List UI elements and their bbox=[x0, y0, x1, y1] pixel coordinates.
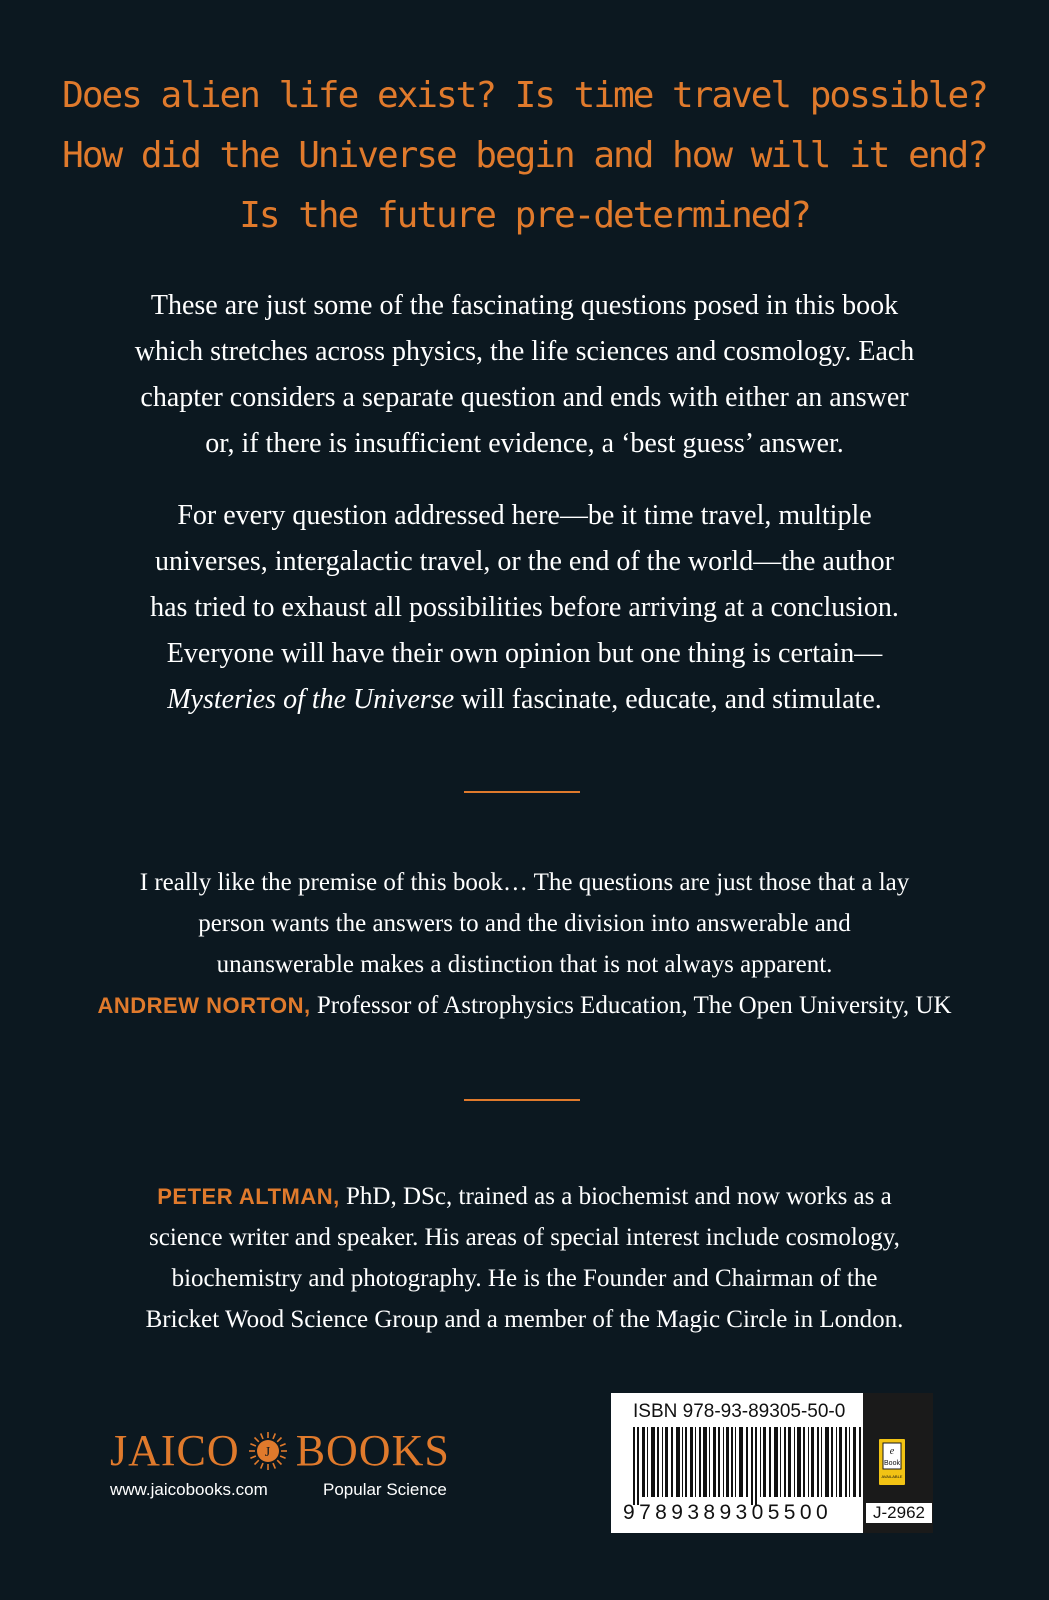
bio-line-rest: PhD, DSc, trained as a biochemist and now works as a bbox=[339, 1183, 892, 1210]
barcode-digits: 9789389305500 bbox=[623, 1501, 833, 1524]
quote-line: I really like the premise of this book… The questions are just those that a lay bbox=[139, 869, 910, 896]
question-line: Does alien life exist? Is time travel possible? bbox=[62, 75, 987, 116]
genre-label: Popular Science bbox=[323, 1480, 447, 1499]
paragraph-line: or, if there is insufficient evidence, a ‘best guess’ answer. bbox=[205, 428, 844, 459]
quote-line: unanswerable makes a distinction that is not always apparent. bbox=[216, 951, 833, 978]
svg-text:AVAILABLE: AVAILABLE bbox=[881, 1474, 903, 1479]
paragraph-line-rest: will fascinate, educate, and stimulate. bbox=[454, 684, 882, 715]
paragraph-line bbox=[100, 677, 949, 723]
book-code: J-2962 bbox=[866, 1503, 932, 1523]
sun-logo-icon bbox=[248, 1431, 288, 1471]
description-paragraph-2 bbox=[100, 493, 949, 723]
paragraph-line: has tried to exhaust all possibilities before arriving at a conclusion. bbox=[150, 592, 899, 623]
reviewer-title: Professor of Astrophysics Education, The Open University, UK bbox=[310, 992, 952, 1019]
questions-block bbox=[0, 66, 1049, 246]
publisher-name-left: JAICO bbox=[110, 1426, 240, 1475]
publisher-name-right: BOOKS bbox=[295, 1426, 450, 1475]
question-line: Is the future pre-determined? bbox=[239, 195, 810, 236]
paragraph-line: universes, intergalactic travel, or the end of the world—the author bbox=[155, 546, 894, 577]
author-name: PETER ALTMAN, bbox=[157, 1184, 340, 1209]
description-paragraph-1 bbox=[100, 283, 949, 467]
question-line: How did the Universe begin and how will it end? bbox=[62, 135, 987, 176]
bio-line bbox=[60, 1176, 989, 1217]
quote-line: person wants the answers to and the division into answerable and bbox=[198, 910, 851, 937]
bio-line: science writer and speaker. His areas of special interest include cosmology, bbox=[149, 1224, 900, 1251]
book-title-italic: Mysteries of the Universe bbox=[167, 684, 455, 715]
paragraph-line: which stretches across physics, the life sciences and cosmology. Each bbox=[134, 336, 915, 367]
divider-rule bbox=[464, 791, 580, 793]
ebook-icon bbox=[877, 1437, 907, 1487]
publisher-logo bbox=[110, 1425, 450, 1476]
bio-line: Bricket Wood Science Group and a member of the Magic Circle in London. bbox=[145, 1306, 904, 1333]
svg-text:J: J bbox=[264, 1444, 271, 1460]
ebook-panel bbox=[863, 1393, 933, 1533]
bio-line: biochemistry and photography. He is the Founder and Chairman of the bbox=[171, 1265, 878, 1292]
paragraph-line: chapter considers a separate question and ends with either an answer bbox=[140, 382, 909, 413]
author-bio bbox=[60, 1176, 989, 1340]
divider-rule bbox=[464, 1099, 580, 1101]
publisher-website: www.jaicobooks.com bbox=[110, 1480, 268, 1499]
review-quote bbox=[60, 862, 989, 1026]
reviewer-name: ANDREW NORTON, bbox=[97, 993, 311, 1018]
paragraph-line: For every question addressed here—be it time travel, multiple bbox=[177, 500, 872, 531]
svg-text:e: e bbox=[889, 1446, 895, 1457]
paragraph-line: Everyone will have their own opinion but one thing is certain— bbox=[166, 638, 883, 669]
barcode-icon bbox=[633, 1427, 875, 1505]
svg-text:Book: Book bbox=[884, 1460, 900, 1467]
paragraph-line: These are just some of the fascinating questions posed in this book bbox=[150, 290, 899, 321]
reviewer-attribution bbox=[60, 985, 989, 1026]
barcode-panel bbox=[611, 1393, 933, 1533]
isbn-number: ISBN 978-93-89305-50-0 bbox=[633, 1401, 846, 1422]
